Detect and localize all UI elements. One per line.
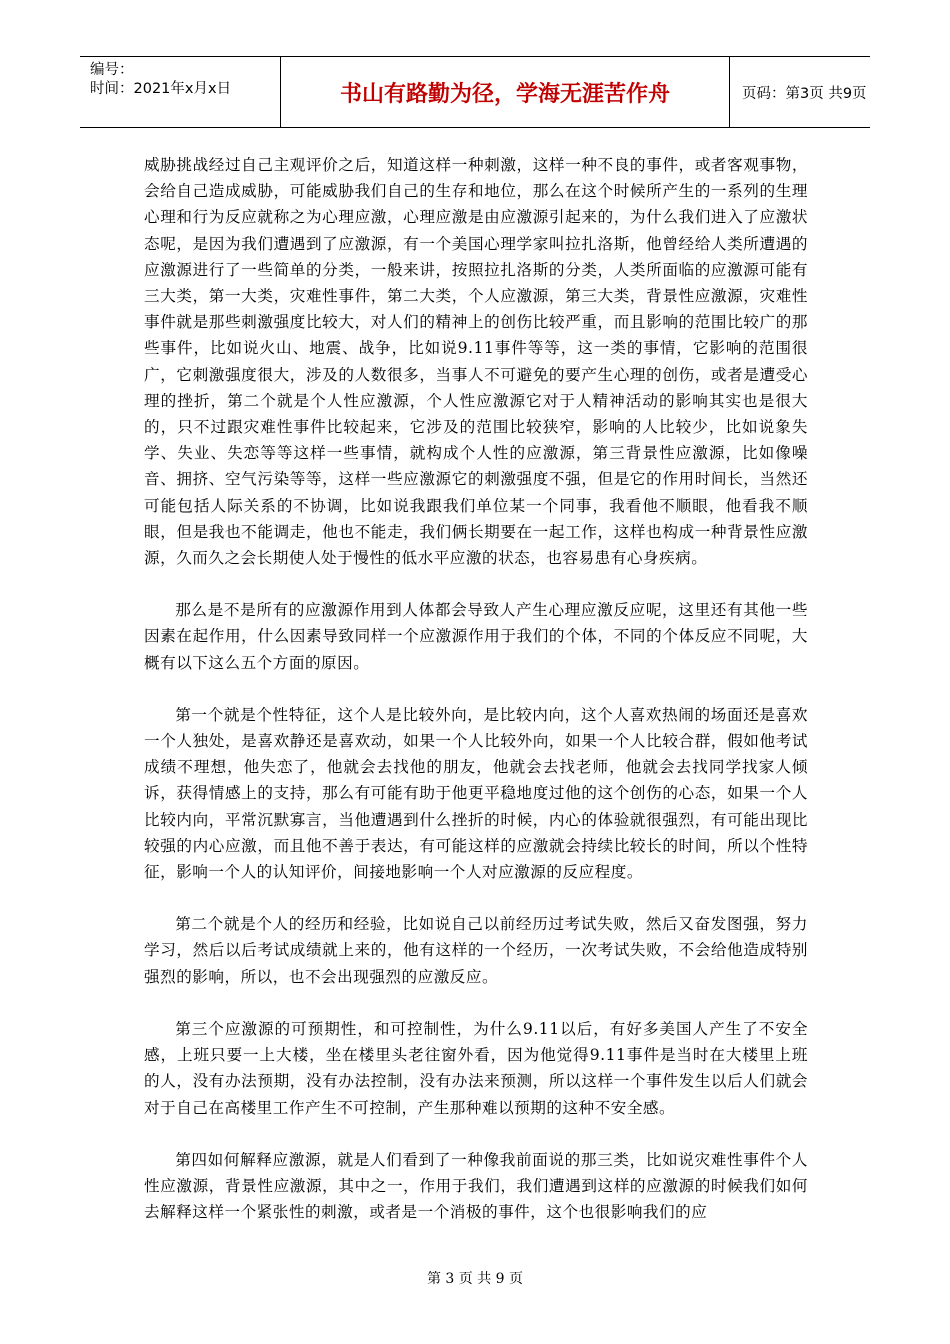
paragraph: 第一个就是个性特征，这个人是比较外向，是比较内向，这个人喜欢热闹的场面还是喜欢一个人独处，是喜欢静还是喜欢动，如果一个人比较外向，如果一个人比较合群，假如他考试成绩不理想，他失恋了，他就会去找他的朋友，他就会去找老师，他就会去找同学找家人倾诉，获得情感上的支持，那么有可能有助于他更平稳地度过他的这个创伤的心态，如果一个人比较内向，平常沉默寡言，当他遭遇到什么挫折的时候，内心的体验就很强烈，有可能出现比较强的内心应激，而且他不善于表达，有可能这样的应激就会持续比较长的时间，所以个性特征，影响一个人的认知评价，间接地影响一个人对应激源的反应程度。 <box>144 705 808 882</box>
paragraph: 那么是不是所有的应激源作用到人体都会导致人产生心理应激反应呢，这里还有其他一些因素在起作用，什么因素导致同样一个应激源作用于我们的个体，不同的个体反应不同呢，大概有以下这么五个方面的原因。 <box>144 601 808 672</box>
page-footer: 第 3 页 共 9 页 <box>426 1271 524 1287</box>
time-label: 时间：2021年x月x日 <box>90 81 232 97</box>
number-label: 编号： <box>90 62 134 78</box>
paragraph: 第二个就是个人的经历和经验，比如说自己以前经历过考试失败，然后又奋发图强，努力学习，然后以后考试成绩就上来的，他有这样的一个经历，一次考试失败，不会给他造成特别强烈的影响，所以，也不会出现强烈的应激反应。 <box>144 915 808 986</box>
page-header <box>80 56 870 128</box>
header-motto: 书山有路勤为径，学海无涯苦作舟 <box>280 57 730 127</box>
paragraph: 第四如何解释应激源，就是人们看到了一种像我前面说的那三类，比如说灾难性事件个人性应激源，背景性应激源，其中之一，作用于我们，我们遭遇到这样的应激源的时候我们如何去解释这样一个紧张性的刺激，或者是一个消极的事件，这个也很影响我们的应 <box>144 1150 808 1222</box>
header-meta <box>80 57 280 127</box>
header-page-info: 页码：第3页 共9页 <box>742 85 867 102</box>
paragraph: 威胁挑战经过自己主观评价之后，知道这样一种刺激，这样一种不良的事件，或者客观事物，会给自己造成威胁，可能威胁我们自己的生存和地位，那么在这个时候所产生的一系列的生理心理和行为反应就称之为心理应激，心理应激是由应激源引起来的，为什么我们进入了应激状态呢，是因为我们遭遇到了应激源，有一个美国心理学家叫拉扎洛斯，他曾经给人类所遭遇的应激源进行了一些简单的分类，一般来讲，按照拉扎洛斯的分类，人类所面临的应激源可能有三大类，第一大类，灾难性事件，第二大类，个人应激源，第三大类，背景性应激源，灾难性事件就是那些刺激强度比较大，对人们的精神上的创伤比较严重，而且影响的范围比较广的那些事件，比如说火山、地震、战争，比如说9.11事件等等，这一类的事情，它影响的范围很广，它刺激强度很大，涉及的人数很多，当事人不可避免的要产生心理的创伤，或者是遭受心理的挫折，第二个就是个人性应激源，个人性应激源它对于人精神活动的影响其实也是很大的，只不过跟灾难性事件比较起来，它涉及的范围比较狭窄，影响的人比较少，比如说象失学、失业、失恋等等这样一些事情，就构成个人性的应激源，第三背景性应激源，比如像噪音、拥挤、空气污染等等，这样一些应激源它的刺激强度不强，但是它的作用时间长，当然还可能包括人际关系的不协调，比如说我跟我们单位某一个同事，我看他不顺眼，他看我不顺眼，但是我也不能调走，他也不能走，我们俩长期要在一起工作，这样也构成一种背景性应激源，久而久之会长期使人处于慢性的低水平应激的状态，也容易患有心身疾病。 <box>144 156 808 568</box>
paragraph: 第三个应激源的可预期性，和可控制性，为什么9.11以后，有好多美国人产生了不安全感，上班只要一上大楼，坐在楼里头老往窗外看，因为他觉得9.11事件是当时在大楼里上班的人，没有办法预期，没有办法控制，没有办法来预测，所以这样一个事件发生以后人们就会对于自己在高楼里工作产生不可控制，产生那种难以预期的这种不安全感。 <box>144 1019 808 1117</box>
document-body <box>144 152 808 1251</box>
